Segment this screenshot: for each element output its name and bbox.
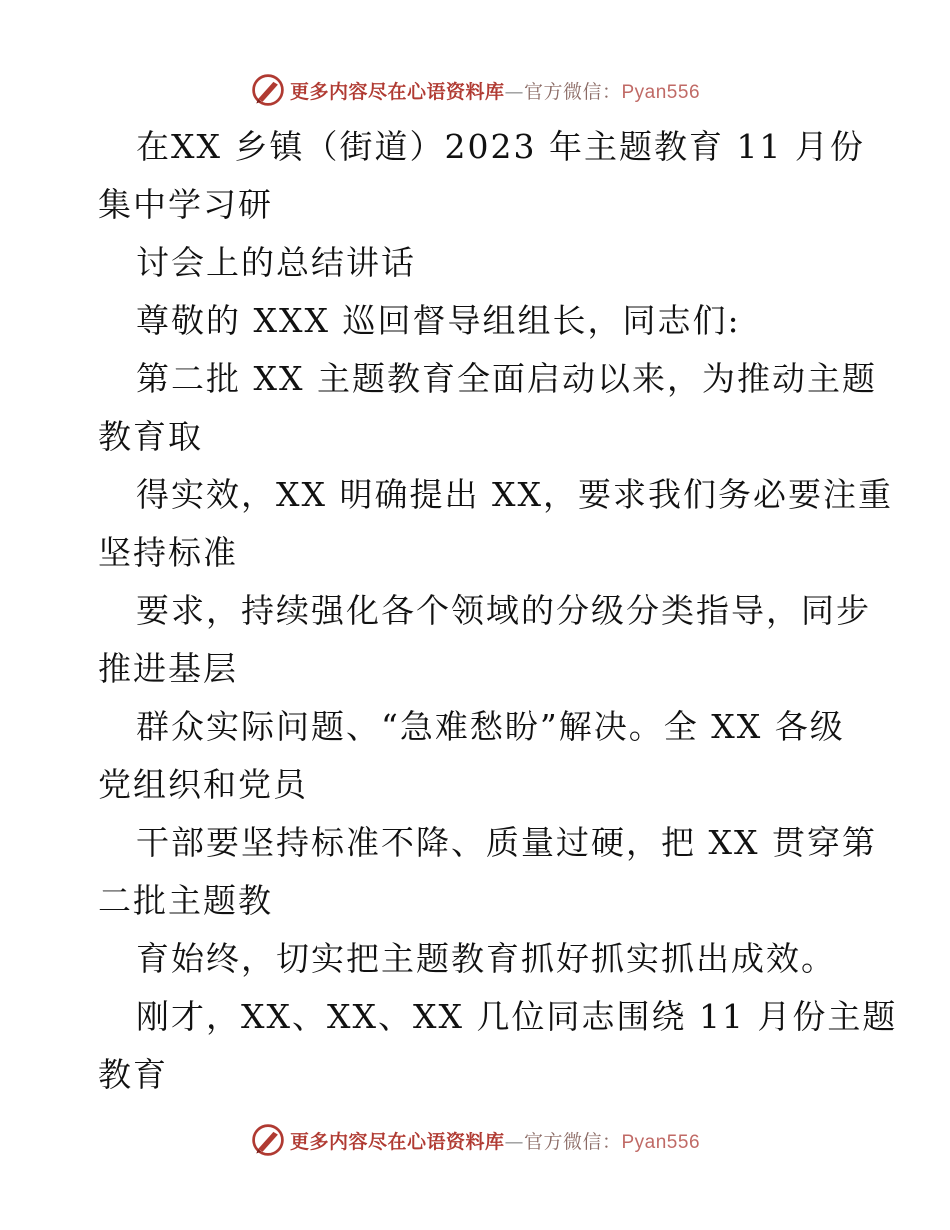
text-line: 集中学习研 (98, 185, 273, 224)
banner-wechat-label: 官方微信： (523, 1130, 622, 1153)
text-line: 干部要坚持标准不降、质量过硬，把 XX 贯穿第 (136, 823, 877, 862)
text-line: 第二批 XX 主题教育全面启动以来，为推动主题 (136, 359, 877, 398)
banner-dash: — (504, 1130, 524, 1153)
pen-circle-logo-icon (250, 72, 286, 108)
text-line: 得实效，XX 明确提出 XX，要求我们务必要注重 (136, 475, 893, 514)
text-line: 群众实际问题、“急难愁盼”解决。全 XX 各级 (136, 707, 845, 746)
banner-title: 更多内容尽在心语资料库 (289, 1130, 505, 1153)
text-line: 教育 (98, 1055, 168, 1094)
text-line: 坚持标准 (98, 533, 238, 572)
text-line: 党组织和党员 (98, 765, 308, 804)
banner-wechat-label: 官方微信： (523, 80, 622, 103)
banner-wechat-id: Pyan556 (621, 1131, 701, 1153)
text-line: 刚才，XX、XX、XX 几位同志围绕 11 月份主题 (136, 997, 898, 1036)
banner-dash: — (504, 80, 524, 103)
text-line: 讨会上的总结讲话 (136, 243, 416, 282)
pen-circle-logo-icon (250, 1122, 286, 1158)
banner-title: 更多内容尽在心语资料库 (289, 80, 505, 103)
text-line: 教育取 (98, 417, 203, 456)
text-line: 要求，持续强化各个领域的分级分类指导，同步 (136, 591, 871, 630)
text-line: 在XX 乡镇（街道）2023 年主题教育 11 月份 (136, 127, 865, 166)
text-line: 二批主题教 (98, 881, 273, 920)
text-line: 尊敬的 XXX 巡回督导组组长，同志们: (136, 301, 741, 340)
banner-wechat-id: Pyan556 (621, 81, 701, 103)
text-line: 推进基层 (98, 649, 238, 688)
footer-banner (0, 1118, 950, 1162)
text-line: 育始终，切实把主题教育抓好抓实抓出成效。 (136, 939, 836, 978)
document-body (98, 118, 898, 1104)
header-banner (0, 68, 950, 112)
